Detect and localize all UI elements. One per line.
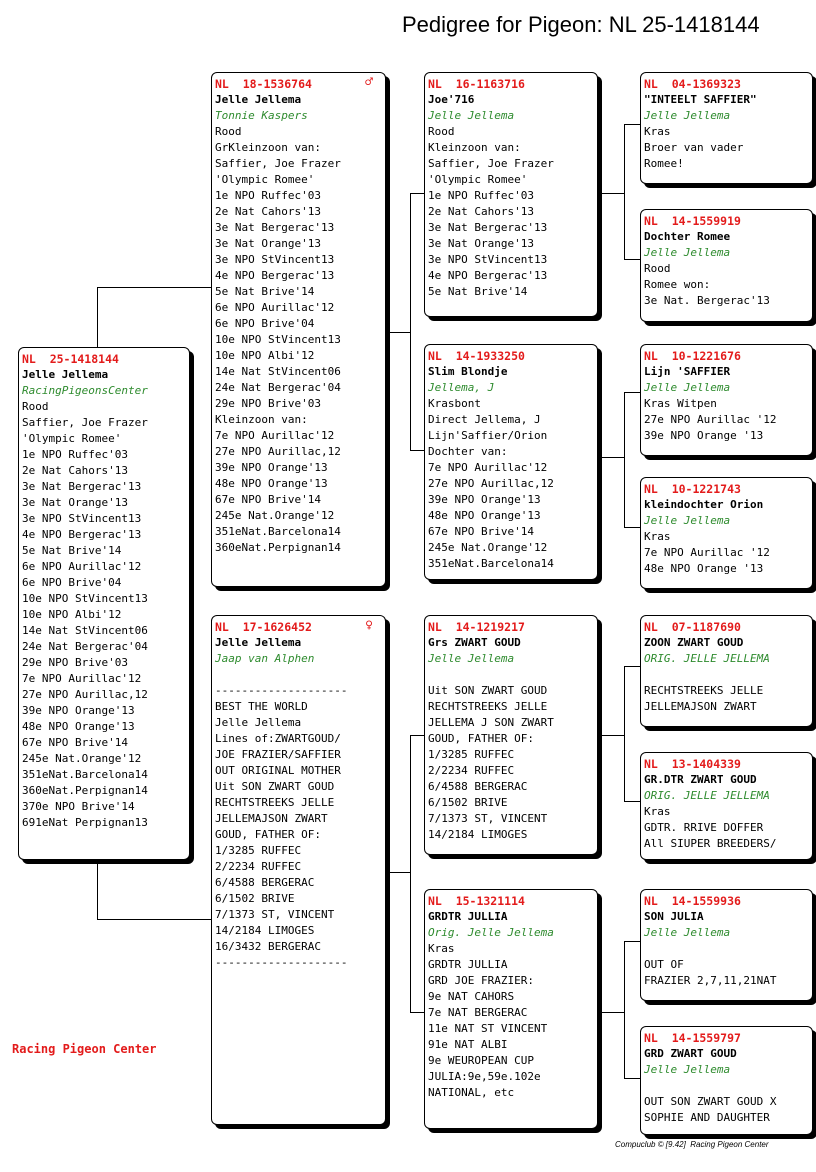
info-line: 6/4588 BERGERAC <box>215 876 315 889</box>
breeder-name: ORIG. JELLE JELLEMA <box>644 789 770 802</box>
info-line: 691eNat Perpignan13 <box>22 816 148 829</box>
ring-number: NL 13-1404339 <box>644 757 741 771</box>
info-line: 39e NPO Orange'13 <box>215 461 328 474</box>
info-line: 2/2234 RUFFEC <box>428 764 515 777</box>
ring-number: NL 17-1626452 <box>215 620 312 634</box>
info-line: GOUD, FATHER OF: <box>215 828 321 841</box>
info-line: 7/1373 ST, VINCENT <box>428 812 548 825</box>
info-line: 2/2234 RUFFEC <box>215 860 302 873</box>
info-line: Krasbont <box>428 397 481 410</box>
connector <box>624 392 641 393</box>
info-line: Rood <box>215 125 242 138</box>
info-line: 10e NPO Albi'12 <box>215 349 315 362</box>
info-line: JELLEMAJSON ZWART <box>215 812 328 825</box>
ring-number: NL 14-1559797 <box>644 1031 741 1045</box>
brand-label: Racing Pigeon Center <box>12 1042 157 1056</box>
pigeon-card-dam-sire[interactable] <box>424 615 598 855</box>
breeder-name: Jelle Jellema <box>644 246 731 259</box>
pigeon-name: ZOON ZWART GOUD <box>644 636 744 649</box>
info-line: Saffier, Joe Frazer <box>215 157 341 170</box>
info-line: Kleinzoon van: <box>215 413 308 426</box>
ring-number: NL 07-1187690 <box>644 620 741 634</box>
info-line: OUT SON ZWART GOUD X <box>644 1095 777 1108</box>
ring-number: NL 04-1369323 <box>644 77 741 91</box>
ring-number: NL 18-1536764 <box>215 77 312 91</box>
info-line: Kras <box>644 530 671 543</box>
info-line: 6/4588 BERGERAC <box>428 780 528 793</box>
connector <box>600 735 625 736</box>
info-line: 91e NAT ALBI <box>428 1038 508 1051</box>
connector <box>624 941 625 1079</box>
info-line: 351eNat.Barcelona14 <box>215 525 341 538</box>
info-line: 10e NPO Albi'12 <box>22 608 122 621</box>
pigeon-card-dsd[interactable] <box>640 752 813 860</box>
pigeon-name: Jelle Jellema <box>215 93 302 106</box>
connector <box>410 193 411 451</box>
info-line: Broer van vader <box>644 141 744 154</box>
info-line <box>428 667 597 683</box>
connector <box>624 801 641 802</box>
info-line: 5e Nat Brive'14 <box>22 544 122 557</box>
info-line: Kras <box>428 942 455 955</box>
pigeon-card-dam[interactable] <box>211 615 386 1125</box>
info-line: 27e NPO Aurillac,12 <box>215 445 341 458</box>
info-line: GrKleinzoon van: <box>215 141 321 154</box>
info-line: 29e NPO Brive'03 <box>22 656 128 669</box>
info-line: 360eNat.Perpignan14 <box>215 541 341 554</box>
info-line: RECHTSTREEKS JELLE <box>644 684 764 697</box>
info-line: JULIA:9e,59e.102e <box>428 1070 541 1083</box>
info-line: All SIUPER BREEDERS/ <box>644 837 777 850</box>
connector <box>624 941 641 942</box>
connector <box>624 124 625 260</box>
info-line: 67e NPO Brive'14 <box>215 493 321 506</box>
connector <box>385 872 411 873</box>
info-line: Romee! <box>644 157 684 170</box>
ring-number: NL 14-1559936 <box>644 894 741 908</box>
info-line: Romee won: <box>644 278 711 291</box>
pigeon-name: Dochter Romee <box>644 230 731 243</box>
breeder-name: Jelle Jellema <box>644 926 731 939</box>
info-line: Rood <box>428 125 455 138</box>
ring-number: NL 10-1221676 <box>644 349 741 363</box>
connector <box>600 1012 625 1013</box>
info-line: 7e NPO Aurillac'12 <box>215 429 335 442</box>
info-line: 48e NPO Orange'13 <box>215 477 328 490</box>
pigeon-name: Jelle Jellema <box>215 636 302 649</box>
info-line <box>644 1078 812 1094</box>
info-line: 3e Nat Orange'13 <box>428 237 534 250</box>
info-line: 1e NPO Ruffec'03 <box>215 189 321 202</box>
page-title: Pedigree for Pigeon: NL 25-1418144 <box>402 12 760 37</box>
pigeon-card-sdd[interactable] <box>640 477 813 589</box>
info-line: 'Olympic Romee' <box>22 432 122 445</box>
info-line: 3e Nat Bergerac'13 <box>22 480 142 493</box>
ring-number: NL 14-1219217 <box>428 620 525 634</box>
pigeon-card-sds[interactable] <box>640 344 813 456</box>
info-line: JOE FRAZIER/SAFFIER <box>215 748 341 761</box>
info-line: 16/3432 BERGERAC <box>215 940 321 953</box>
info-line: GDTR. RRIVE DOFFER <box>644 821 764 834</box>
pigeon-name: kleindochter Orion <box>644 498 764 511</box>
info-line: 6e NPO Brive'04 <box>22 576 122 589</box>
info-line: 'Olympic Romee' <box>428 173 528 186</box>
info-line: Kras Witpen <box>644 397 717 410</box>
info-line: -------------------- <box>215 684 348 697</box>
info-line: 245e Nat.Orange'12 <box>428 541 548 554</box>
info-line: GRD JOE FRAZIER: <box>428 974 534 987</box>
info-line: 4e NPO Bergerac'13 <box>428 269 548 282</box>
pigeon-card-sire[interactable] <box>211 72 386 587</box>
info-line: 10e NPO StVincent13 <box>215 333 341 346</box>
ring-number: NL 14-1559919 <box>644 214 741 228</box>
connector <box>600 457 625 458</box>
info-line: 6e NPO Aurillac'12 <box>22 560 142 573</box>
info-line: 39e NPO Orange'13 <box>428 493 541 506</box>
info-line: 24e Nat Bergerac'04 <box>215 381 341 394</box>
info-line: 4e NPO Bergerac'13 <box>215 269 335 282</box>
info-line: RECHTSTREEKS JELLE <box>428 700 548 713</box>
info-line: Lines of:ZWARTGOUD/ <box>215 732 341 745</box>
info-line: 7e NPO Aurillac '12 <box>644 546 770 559</box>
connector <box>600 193 625 194</box>
pigeon-name: Lijn 'SAFFIER <box>644 365 731 378</box>
connector <box>97 858 98 920</box>
info-line: 29e NPO Brive'03 <box>215 397 321 410</box>
info-line: NATIONAL, etc <box>428 1086 515 1099</box>
info-line: OUT OF <box>644 958 684 971</box>
breeder-name: Tonnie Kaspers <box>215 109 308 122</box>
pigeon-card-dam-dam[interactable] <box>424 889 598 1129</box>
ring-number: NL 14-1933250 <box>428 349 525 363</box>
info-line: SOPHIE AND DAUGHTER <box>644 1111 770 1124</box>
info-line: 48e NPO Orange'13 <box>428 509 541 522</box>
info-line: Lijn'Saffier/Orion <box>428 429 548 442</box>
info-line: 7/1373 ST, VINCENT <box>215 908 335 921</box>
ring-number: NL 25-1418144 <box>22 352 119 366</box>
connector <box>410 735 411 1013</box>
pigeon-card-sss[interactable] <box>640 72 813 184</box>
info-line: 245e Nat.Orange'12 <box>215 509 335 522</box>
info-line: 39e NPO Orange '13 <box>644 429 764 442</box>
info-line: Saffier, Joe Frazer <box>428 157 554 170</box>
pigeon-name: GRD ZWART GOUD <box>644 1047 737 1060</box>
info-line: 67e NPO Brive'14 <box>428 525 534 538</box>
pigeon-name: Jelle Jellema <box>22 368 109 381</box>
info-line: 1e NPO Ruffec'03 <box>22 448 128 461</box>
pigeon-card-dds[interactable] <box>640 889 813 1001</box>
info-line <box>644 941 812 957</box>
info-line <box>644 667 812 683</box>
info-line: 7e NPO Aurillac'12 <box>428 461 548 474</box>
info-line: Uit SON ZWART GOUD <box>215 780 335 793</box>
info-line: 3e NPO StVincent13 <box>22 512 142 525</box>
info-line: -------------------- <box>215 956 348 969</box>
info-line: 5e Nat Brive'14 <box>428 285 528 298</box>
info-line: 6/1502 BRIVE <box>428 796 508 809</box>
info-line: GOUD, FATHER OF: <box>428 732 534 745</box>
info-line: 39e NPO Orange'13 <box>22 704 135 717</box>
info-line: 3e Nat Bergerac'13 <box>428 221 548 234</box>
connector <box>624 1078 641 1079</box>
info-line: 27e NPO Aurillac '12 <box>644 413 777 426</box>
breeder-name: Jelle Jellema <box>644 514 731 527</box>
breeder-name: Jellema, J <box>428 381 495 394</box>
info-line: 1/3285 RUFFEC <box>215 844 302 857</box>
pigeon-name: Grs ZWART GOUD <box>428 636 521 649</box>
info-line: 7e NPO Aurillac'12 <box>22 672 142 685</box>
info-line: 2e Nat Cahors'13 <box>215 205 321 218</box>
breeder-name: RacingPigeonsCenter <box>22 384 148 397</box>
male-symbol-icon: ♂ <box>365 75 373 90</box>
info-line: Direct Jellema, J <box>428 413 541 426</box>
info-line: Kras <box>644 125 671 138</box>
info-line: 9e WEUROPEAN CUP <box>428 1054 534 1067</box>
connector <box>624 666 641 667</box>
info-line: 6/1502 BRIVE <box>215 892 295 905</box>
info-line: JELLEMA J SON ZWART <box>428 716 554 729</box>
female-symbol-icon: ♀ <box>365 618 373 633</box>
info-line: FRAZIER 2,7,11,21NAT <box>644 974 777 987</box>
pigeon-name: GR.DTR ZWART GOUD <box>644 773 757 786</box>
connector <box>97 287 98 349</box>
breeder-name: Orig. Jelle Jellema <box>428 926 554 939</box>
connector <box>624 124 641 125</box>
info-line: 27e NPO Aurillac,12 <box>22 688 148 701</box>
info-line: 351eNat.Barcelona14 <box>22 768 148 781</box>
breeder-name: Jelle Jellema <box>428 109 515 122</box>
breeder-name: Jelle Jellema <box>644 1063 731 1076</box>
info-line: 24e Nat Bergerac'04 <box>22 640 148 653</box>
info-line: OUT ORIGINAL MOTHER <box>215 764 341 777</box>
connector <box>624 666 625 802</box>
info-line: Dochter van: <box>428 445 508 458</box>
info-line: GRDTR JULLIA <box>428 958 508 971</box>
connector <box>624 259 641 260</box>
connector <box>97 287 212 288</box>
info-line: 67e NPO Brive'14 <box>22 736 128 749</box>
pigeon-card-ssd[interactable] <box>640 209 813 322</box>
info-line: Rood <box>22 400 49 413</box>
info-line: 3e Nat. Bergerac'13 <box>644 294 770 307</box>
footer-credit: Compuclub © [9.42] Racing Pigeon Center <box>615 1140 769 1149</box>
info-line: 'Olympic Romee' <box>215 173 315 186</box>
info-line: 360eNat.Perpignan14 <box>22 784 148 797</box>
ring-number: NL 10-1221743 <box>644 482 741 496</box>
info-line: 2e Nat Cahors'13 <box>22 464 128 477</box>
breeder-name: Jelle Jellema <box>644 381 731 394</box>
info-line: 11e NAT ST VINCENT <box>428 1022 548 1035</box>
pigeon-name: SON JULIA <box>644 910 704 923</box>
info-line <box>215 667 385 683</box>
info-line: Kleinzoon van: <box>428 141 521 154</box>
info-line: 4e NPO Bergerac'13 <box>22 528 142 541</box>
info-line: BEST THE WORLD <box>215 700 308 713</box>
info-line: 27e NPO Aurillac,12 <box>428 477 554 490</box>
info-line: 6e NPO Brive'04 <box>215 317 315 330</box>
info-line: Saffier, Joe Frazer <box>22 416 148 429</box>
pigeon-card-subject[interactable] <box>18 347 190 860</box>
info-line: 7e NAT BERGERAC <box>428 1006 528 1019</box>
info-line: 1/3285 RUFFEC <box>428 748 515 761</box>
info-line: 3e Nat Orange'13 <box>22 496 128 509</box>
info-line: 6e NPO Aurillac'12 <box>215 301 335 314</box>
info-line: 14/2184 LIMOGES <box>428 828 528 841</box>
info-line: 3e Nat Bergerac'13 <box>215 221 335 234</box>
info-line: 370e NPO Brive'14 <box>22 800 135 813</box>
connector <box>97 919 212 920</box>
breeder-name: ORIG. JELLE JELLEMA <box>644 652 770 665</box>
info-line: 10e NPO StVincent13 <box>22 592 148 605</box>
info-line: 5e Nat Brive'14 <box>215 285 315 298</box>
info-line: 245e Nat.Orange'12 <box>22 752 142 765</box>
info-line: 48e NPO Orange'13 <box>22 720 135 733</box>
ring-number: NL 15-1321114 <box>428 894 525 908</box>
pigeon-name: Slim Blondje <box>428 365 508 378</box>
pigeon-card-sire-sire[interactable] <box>424 72 598 317</box>
connector <box>385 332 411 333</box>
info-line: Uit SON ZWART GOUD <box>428 684 548 697</box>
info-line: Kras <box>644 805 671 818</box>
info-line: 14e Nat StVincent06 <box>215 365 341 378</box>
pigeon-name: Joe'716 <box>428 93 475 106</box>
ring-number: NL 16-1163716 <box>428 77 525 91</box>
info-line: 14/2184 LIMOGES <box>215 924 315 937</box>
breeder-name: Jelle Jellema <box>644 109 731 122</box>
info-line: 3e Nat Orange'13 <box>215 237 321 250</box>
info-line: RECHTSTREEKS JELLE <box>215 796 335 809</box>
pigeon-card-dss[interactable] <box>640 615 813 727</box>
info-line: JELLEMAJSON ZWART <box>644 700 757 713</box>
info-line: 9e NAT CAHORS <box>428 990 515 1003</box>
info-line: 48e NPO Orange '13 <box>644 562 764 575</box>
info-line: 2e Nat Cahors'13 <box>428 205 534 218</box>
connector <box>624 392 625 528</box>
info-line: Rood <box>644 262 671 275</box>
pigeon-card-ddd[interactable] <box>640 1026 813 1135</box>
breeder-name: Jelle Jellema <box>428 652 515 665</box>
info-line: Jelle Jellema <box>215 716 302 729</box>
pigeon-card-sire-dam[interactable] <box>424 344 598 580</box>
breeder-name: Jaap van Alphen <box>215 652 315 665</box>
pigeon-name: GRDTR JULLIA <box>428 910 508 923</box>
connector <box>624 527 641 528</box>
pigeon-name: "INTEELT SAFFIER" <box>644 93 757 106</box>
info-line: 3e NPO StVincent13 <box>215 253 335 266</box>
info-line: 1e NPO Ruffec'03 <box>428 189 534 202</box>
info-line: 14e Nat StVincent06 <box>22 624 148 637</box>
info-line: 3e NPO StVincent13 <box>428 253 548 266</box>
info-line: 351eNat.Barcelona14 <box>428 557 554 570</box>
